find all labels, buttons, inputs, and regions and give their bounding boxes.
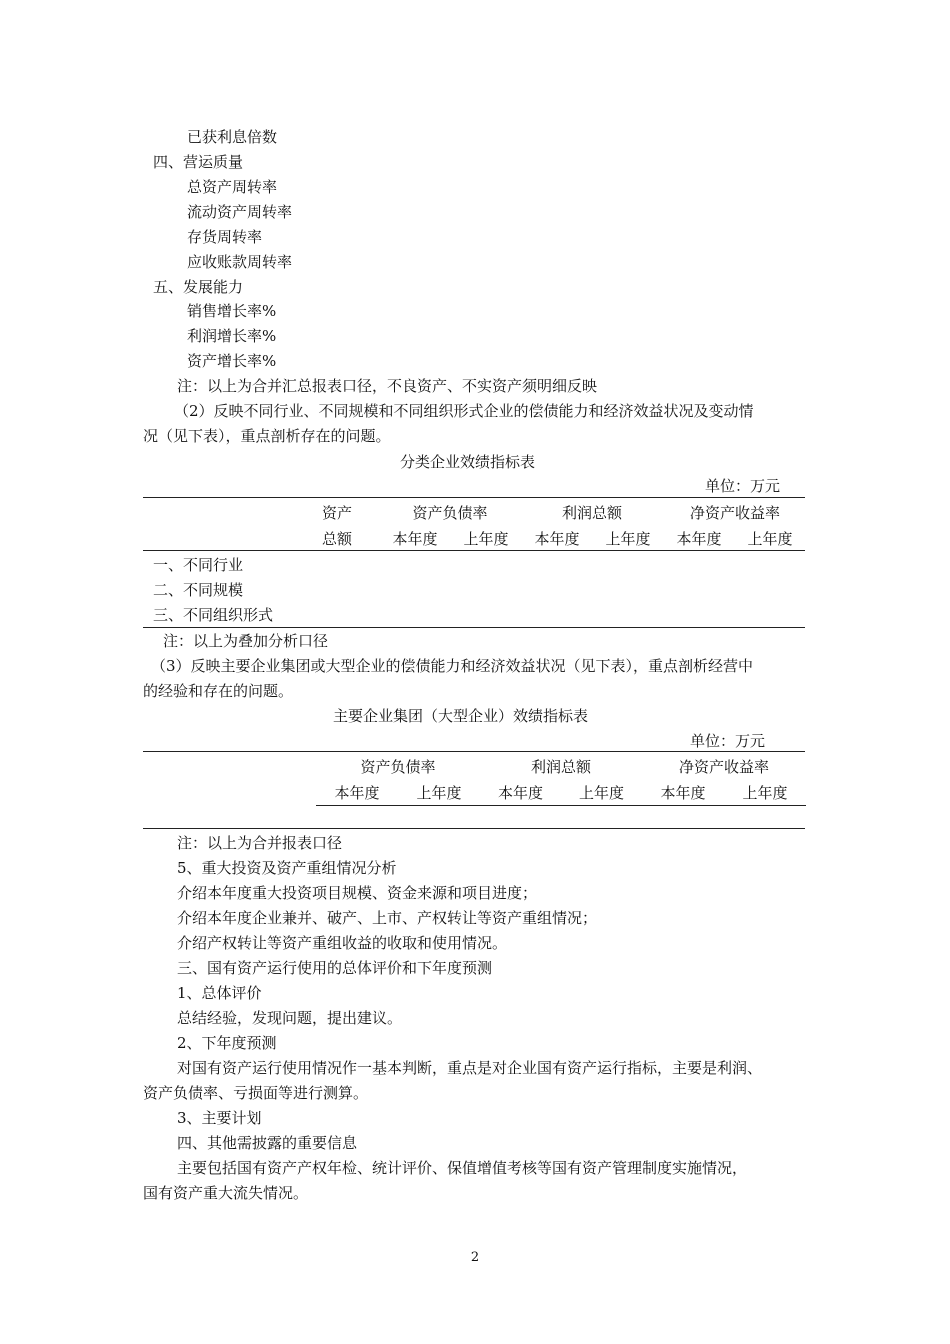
section-heading: 四、营运质量 bbox=[153, 153, 244, 171]
table-unit: 单位：万元 bbox=[690, 732, 766, 750]
table-title: 主要企业集团（大型企业）效绩指标表 bbox=[333, 707, 589, 725]
column-subheader: 本年度 bbox=[497, 784, 543, 802]
paragraph-line: 主要包括国有资产产权年检、统计评价、保值增值考核等国有资产管理制度实施情况， bbox=[177, 1159, 748, 1177]
paragraph-line: 的经验和存在的问题。 bbox=[143, 682, 294, 700]
column-group-header: 利润总额 bbox=[530, 758, 591, 776]
table-rule bbox=[143, 828, 805, 829]
table-rule bbox=[143, 751, 805, 752]
column-subheader: 上年度 bbox=[747, 530, 793, 548]
text-line: 销售增长率% bbox=[187, 302, 277, 320]
table-row-label: 一、不同行业 bbox=[153, 556, 244, 574]
column-header: 资产 bbox=[321, 504, 352, 522]
paragraph-line: 对国有资产运行使用情况作一基本判断，重点是对企业国有资产运行指标，主要是利润、 bbox=[177, 1059, 763, 1077]
text-line: 总资产周转率 bbox=[187, 178, 278, 196]
column-subheader: 本年度 bbox=[676, 530, 722, 548]
text-line: 利润增长率% bbox=[187, 327, 277, 345]
column-group-header: 资产负债率 bbox=[412, 504, 488, 522]
column-group-header: 利润总额 bbox=[561, 504, 622, 522]
paragraph-line: 资产负债率、亏损面等进行测算。 bbox=[143, 1084, 369, 1102]
column-subheader: 上年度 bbox=[742, 784, 788, 802]
table-title: 分类企业效绩指标表 bbox=[400, 453, 536, 471]
page-number: 2 bbox=[470, 1250, 480, 1265]
note: 注：以上为叠加分析口径 bbox=[163, 632, 329, 650]
table-rule bbox=[143, 550, 805, 551]
note: 注：以上为合并报表口径 bbox=[177, 834, 343, 852]
column-subheader: 上年度 bbox=[605, 530, 651, 548]
section-heading: 三、国有资产运行使用的总体评价和下年度预测 bbox=[177, 959, 493, 977]
text-line: 总结经验，发现问题，提出建议。 bbox=[177, 1009, 403, 1027]
section-heading: 四、其他需披露的重要信息 bbox=[177, 1134, 358, 1152]
text-line: 已获利息倍数 bbox=[187, 128, 278, 146]
text-line: 介绍本年度企业兼并、破产、上市、产权转让等资产重组情况； bbox=[177, 909, 598, 927]
text-line: 介绍本年度重大投资项目规模、资金来源和项目进度； bbox=[177, 884, 538, 902]
paragraph-line: 况（见下表），重点剖析存在的问题。 bbox=[143, 427, 391, 445]
column-group-header: 资产负债率 bbox=[360, 758, 436, 776]
column-group-header: 净资产收益率 bbox=[678, 758, 769, 776]
text-line: 存货周转率 bbox=[187, 228, 263, 246]
table-rule bbox=[316, 805, 806, 806]
text-line: 介绍产权转让等资产重组收益的收取和使用情况。 bbox=[177, 934, 508, 952]
section-heading: 3、主要计划 bbox=[177, 1109, 262, 1127]
text-line: 流动资产周转率 bbox=[187, 203, 293, 221]
column-subheader: 本年度 bbox=[534, 530, 580, 548]
note: 注：以上为合并汇总报表口径，不良资产、不实资产须明细反映 bbox=[177, 377, 598, 395]
table-unit: 单位：万元 bbox=[705, 477, 781, 495]
table-rule bbox=[143, 627, 805, 628]
paragraph-line: 国有资产重大流失情况。 bbox=[143, 1184, 309, 1202]
section-heading: 5、重大投资及资产重组情况分析 bbox=[177, 859, 397, 877]
column-subheader: 本年度 bbox=[660, 784, 706, 802]
column-subheader: 本年度 bbox=[392, 530, 438, 548]
column-subheader: 上年度 bbox=[416, 784, 462, 802]
section-heading: 1、总体评价 bbox=[177, 984, 262, 1002]
column-subheader: 上年度 bbox=[578, 784, 624, 802]
section-heading: 2、下年度预测 bbox=[177, 1034, 277, 1052]
table-row-label: 二、不同规模 bbox=[153, 581, 244, 599]
table-row-label: 三、不同组织形式 bbox=[153, 606, 274, 624]
text-line: 资产增长率% bbox=[187, 352, 277, 370]
column-group-header: 净资产收益率 bbox=[689, 504, 780, 522]
column-header: 总额 bbox=[321, 530, 352, 548]
text-line: 应收账款周转率 bbox=[187, 253, 293, 271]
section-heading: 五、发展能力 bbox=[153, 278, 244, 296]
column-subheader: 本年度 bbox=[334, 784, 380, 802]
column-subheader: 上年度 bbox=[463, 530, 509, 548]
table-rule bbox=[143, 497, 805, 498]
paragraph-line: （2）反映不同行业、不同规模和不同组织形式企业的偿债能力和经济效益状况及变动情 bbox=[174, 402, 754, 420]
paragraph-line: （3）反映主要企业集团或大型企业的偿债能力和经济效益状况（见下表），重点剖析经营中 bbox=[151, 657, 754, 675]
